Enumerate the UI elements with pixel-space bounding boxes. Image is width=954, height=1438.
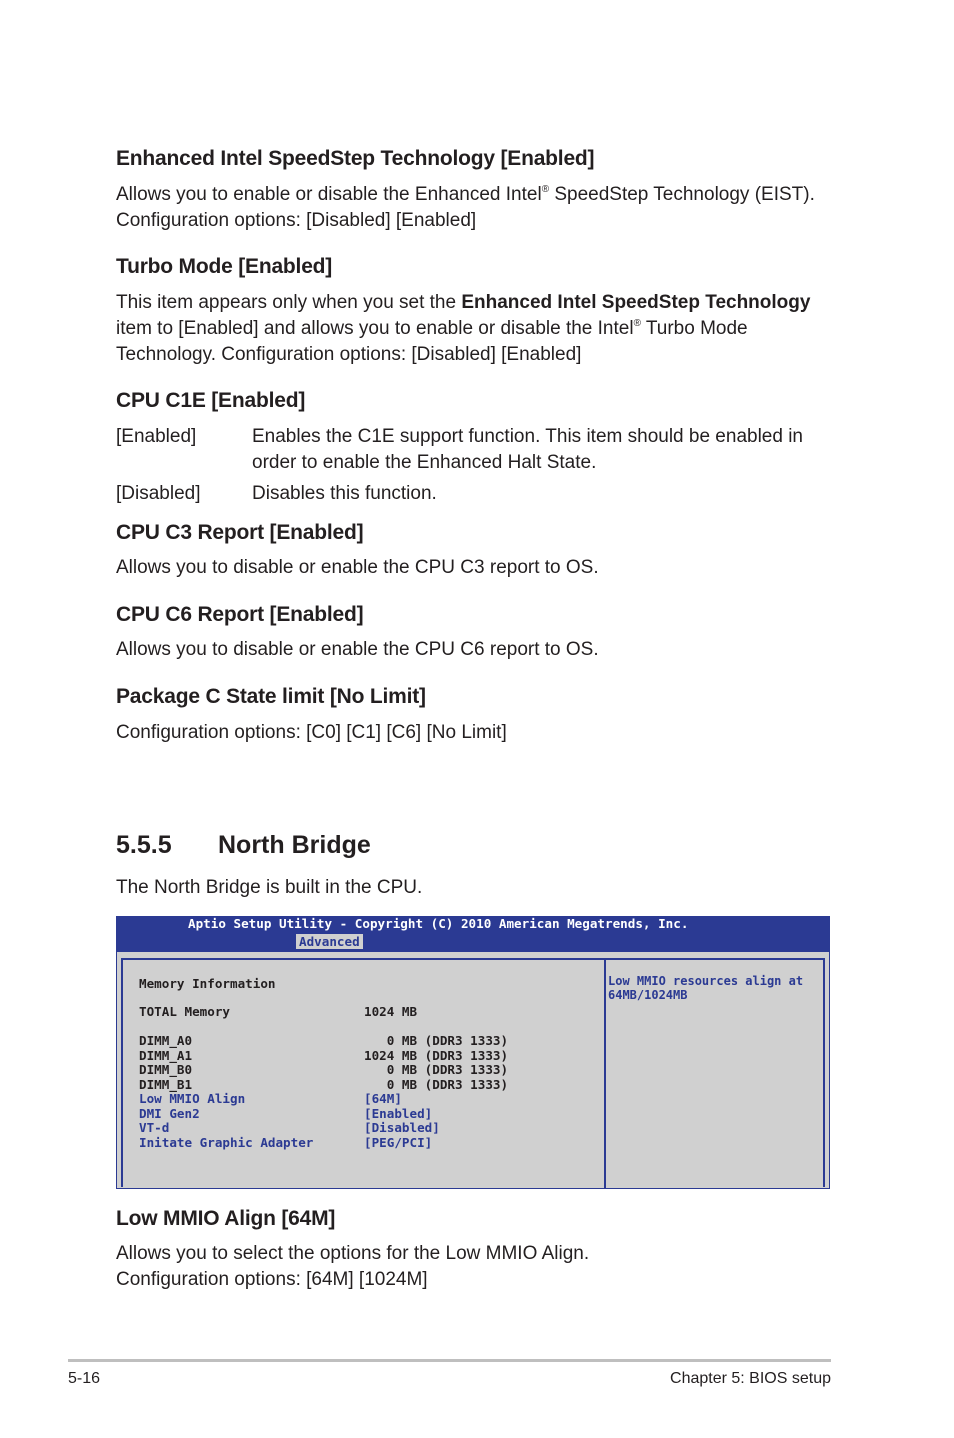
turbo-description-line3: Technology. Configuration options: [Disabled] [Enabled] xyxy=(116,344,582,365)
eist-text: SpeedStep Technology (EIST). xyxy=(549,184,815,205)
bios-divider xyxy=(604,960,606,1189)
c3-heading: CPU C3 Report [Enabled] xyxy=(116,521,364,544)
pkg-c-state-options: Configuration options: [C0] [C1] [C6] [No Limit] xyxy=(116,722,507,743)
section-intro: The North Bridge is built in the CPU. xyxy=(116,877,423,898)
c1e-option-label: [Enabled] xyxy=(116,426,197,447)
low-mmio-align-value[interactable]: [64M] xyxy=(364,1091,402,1106)
turbo-bold-term: Enhanced Intel SpeedStep Technology xyxy=(461,292,811,313)
eist-text: Allows you to enable or disable the Enhanced Intel xyxy=(116,184,542,205)
c1e-option-desc: order to enable the Enhanced Halt State. xyxy=(252,452,597,473)
dimm-a1-label: DIMM_A1 xyxy=(139,1048,193,1063)
footer-rule xyxy=(68,1359,831,1362)
turbo-heading: Turbo Mode [Enabled] xyxy=(116,255,333,278)
registered-mark: ® xyxy=(541,184,550,195)
initiate-graphic-adapter-value[interactable]: [PEG/PCI] xyxy=(364,1135,433,1150)
dimm-b0-value: 0 MB (DDR3 1333) xyxy=(364,1062,509,1077)
help-text-line2: 64MB/1024MB xyxy=(608,988,688,1002)
eist-heading: Enhanced Intel SpeedStep Technology [Enabled] xyxy=(116,147,595,170)
memory-info-label: Memory Information xyxy=(139,976,276,991)
low-mmio-heading: Low MMIO Align [64M] xyxy=(116,1207,336,1230)
bios-panel xyxy=(116,951,830,1189)
tab-advanced[interactable]: Advanced xyxy=(296,934,363,949)
turbo-description-line2 xyxy=(116,316,748,342)
bios-screenshot xyxy=(116,916,830,1189)
vt-d-item[interactable]: VT-d xyxy=(139,1120,170,1135)
section-title: North Bridge xyxy=(218,831,371,859)
dimm-a0-label: DIMM_A0 xyxy=(139,1033,193,1048)
dimm-a1-value: 1024 MB (DDR3 1333) xyxy=(364,1048,509,1063)
turbo-text: This item appears only when you set the xyxy=(116,292,462,313)
c1e-option-desc: Enables the C1E support function. This item should be enabled in xyxy=(252,426,803,447)
c1e-option-desc: Disables this function. xyxy=(252,483,437,504)
bios-title: Aptio Setup Utility - Copyright (C) 2010 American Megatrends, Inc. xyxy=(188,916,689,931)
dimm-b0-label: DIMM_B0 xyxy=(139,1062,193,1077)
help-text-line1: Low MMIO resources align at xyxy=(608,974,804,988)
turbo-description-line1 xyxy=(116,290,810,316)
bios-title-bar xyxy=(116,916,830,951)
dimm-b1-value: 0 MB (DDR3 1333) xyxy=(364,1077,509,1092)
low-mmio-align-item[interactable]: Low MMIO Align xyxy=(139,1091,246,1106)
turbo-text: item to [Enabled] and allows you to enable or disable the Intel xyxy=(116,318,634,339)
eist-config-options: Configuration options: [Disabled] [Enabled] xyxy=(116,210,477,231)
c1e-heading: CPU C1E [Enabled] xyxy=(116,389,306,412)
page-number: 5-16 xyxy=(68,1370,101,1387)
total-memory-label: TOTAL Memory xyxy=(139,1004,230,1019)
section-number: 5.5.5 xyxy=(116,831,172,859)
c3-description: Allows you to disable or enable the CPU C3 report to OS. xyxy=(116,557,599,578)
total-memory-value: 1024 MB xyxy=(364,1004,418,1019)
low-mmio-description: Allows you to select the options for the Low MMIO Align. xyxy=(116,1243,590,1264)
pkg-c-state-heading: Package C State limit [No Limit] xyxy=(116,685,426,708)
turbo-text: Turbo Mode xyxy=(640,318,748,339)
low-mmio-config-options: Configuration options: [64M] [1024M] xyxy=(116,1269,428,1290)
dimm-a0-value: 0 MB (DDR3 1333) xyxy=(364,1033,509,1048)
eist-description-line1 xyxy=(116,182,815,208)
initiate-graphic-adapter-item[interactable]: Initate Graphic Adapter xyxy=(139,1135,314,1150)
dimm-b1-label: DIMM_B1 xyxy=(139,1077,193,1092)
c6-description: Allows you to disable or enable the CPU C6 report to OS. xyxy=(116,639,599,660)
bios-inner-frame xyxy=(121,958,825,1187)
dmi-gen2-value[interactable]: [Enabled] xyxy=(364,1106,433,1121)
dmi-gen2-item[interactable]: DMI Gen2 xyxy=(139,1106,200,1121)
registered-mark: ® xyxy=(633,318,641,329)
c6-heading: CPU C6 Report [Enabled] xyxy=(116,603,364,626)
c1e-option-label: [Disabled] xyxy=(116,483,201,504)
vt-d-value[interactable]: [Disabled] xyxy=(364,1120,440,1135)
chapter-label: Chapter 5: BIOS setup xyxy=(670,1370,831,1387)
